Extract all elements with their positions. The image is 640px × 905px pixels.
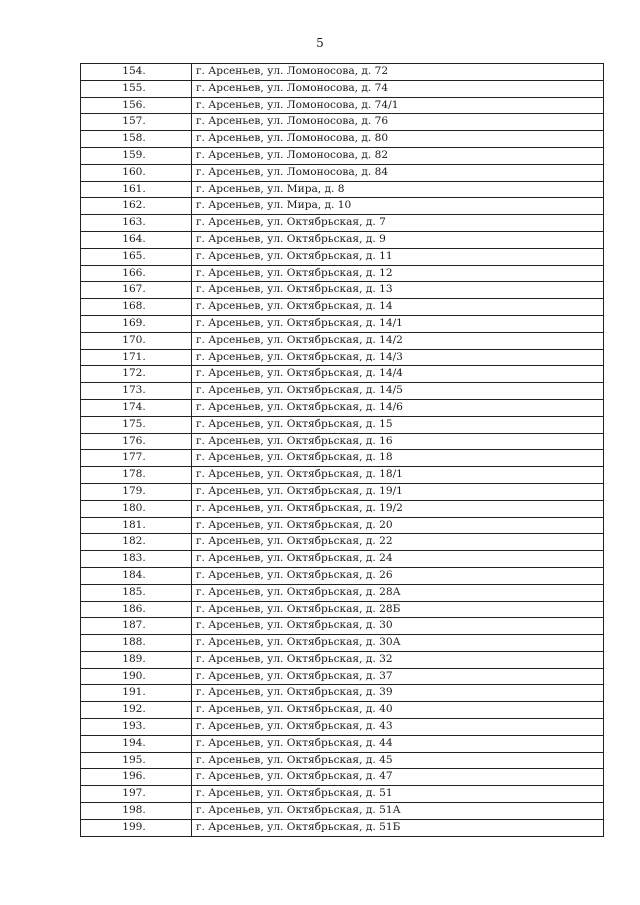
row-address: г. Арсеньев, ул. Ломоносова, д. 82: [192, 147, 604, 164]
row-address: г. Арсеньев, ул. Октябрьская, д. 14/4: [192, 366, 604, 383]
row-address: г. Арсеньев, ул. Октябрьская, д. 14/3: [192, 349, 604, 366]
row-number: 197.: [81, 786, 192, 803]
row-number: 199.: [81, 819, 192, 836]
row-address: г. Арсеньев, ул. Октябрьская, д. 14: [192, 299, 604, 316]
row-number: 159.: [81, 147, 192, 164]
table-row: [81, 366, 604, 383]
row-address: г. Арсеньев, ул. Октябрьская, д. 28Б: [192, 601, 604, 618]
row-address: г. Арсеньев, ул. Ломоносова, д. 84: [192, 164, 604, 181]
row-address: г. Арсеньев, ул. Октябрьская, д. 16: [192, 433, 604, 450]
row-number: 170.: [81, 332, 192, 349]
row-address: г. Арсеньев, ул. Октябрьская, д. 14/5: [192, 383, 604, 400]
row-address: г. Арсеньев, ул. Октябрьская, д. 18: [192, 450, 604, 467]
table-row: [81, 114, 604, 131]
row-number: 176.: [81, 433, 192, 450]
table-row: [81, 786, 604, 803]
row-number: 196.: [81, 769, 192, 786]
row-number: 168.: [81, 299, 192, 316]
row-number: 195.: [81, 752, 192, 769]
table-row: [81, 181, 604, 198]
row-address: г. Арсеньев, ул. Октябрьская, д. 12: [192, 265, 604, 282]
table-row: [81, 719, 604, 736]
table-row: [81, 80, 604, 97]
table-row: [81, 601, 604, 618]
row-address: г. Арсеньев, ул. Октябрьская, д. 39: [192, 685, 604, 702]
table-row: [81, 584, 604, 601]
row-address: г. Арсеньев, ул. Октябрьская, д. 51Б: [192, 819, 604, 836]
table-row: [81, 551, 604, 568]
row-number: 184.: [81, 567, 192, 584]
row-number: 156.: [81, 97, 192, 114]
table-row: [81, 618, 604, 635]
row-address: г. Арсеньев, ул. Октябрьская, д. 51: [192, 786, 604, 803]
row-number: 155.: [81, 80, 192, 97]
table-row: [81, 752, 604, 769]
row-number: 182.: [81, 534, 192, 551]
table-row: [81, 702, 604, 719]
row-address: г. Арсеньев, ул. Октябрьская, д. 11: [192, 248, 604, 265]
row-number: 179.: [81, 483, 192, 500]
row-number: 187.: [81, 618, 192, 635]
row-number: 160.: [81, 164, 192, 181]
row-number: 165.: [81, 248, 192, 265]
row-number: 169.: [81, 315, 192, 332]
row-address: г. Арсеньев, ул. Мира, д. 10: [192, 198, 604, 215]
row-number: 163.: [81, 215, 192, 232]
row-number: 193.: [81, 719, 192, 736]
row-address: г. Арсеньев, ул. Октябрьская, д. 45: [192, 752, 604, 769]
row-number: 172.: [81, 366, 192, 383]
row-number: 183.: [81, 551, 192, 568]
table-row: [81, 668, 604, 685]
table-row: [81, 416, 604, 433]
row-address: г. Арсеньев, ул. Октябрьская, д. 37: [192, 668, 604, 685]
row-address: г. Арсеньев, ул. Октябрьская, д. 9: [192, 231, 604, 248]
row-address: г. Арсеньев, ул. Октябрьская, д. 26: [192, 567, 604, 584]
row-address: г. Арсеньев, ул. Октябрьская, д. 44: [192, 735, 604, 752]
row-address: г. Арсеньев, ул. Октябрьская, д. 15: [192, 416, 604, 433]
table-row: [81, 198, 604, 215]
table-row: [81, 651, 604, 668]
row-number: 166.: [81, 265, 192, 282]
table-row: [81, 467, 604, 484]
table-row: [81, 567, 604, 584]
row-number: 188.: [81, 635, 192, 652]
row-number: 189.: [81, 651, 192, 668]
row-number: 191.: [81, 685, 192, 702]
table-row: [81, 803, 604, 820]
row-address: г. Арсеньев, ул. Октябрьская, д. 22: [192, 534, 604, 551]
table-row: [81, 299, 604, 316]
table-row: [81, 131, 604, 148]
row-number: 167.: [81, 282, 192, 299]
table-row: [81, 164, 604, 181]
row-number: 162.: [81, 198, 192, 215]
table-row: [81, 635, 604, 652]
row-number: 158.: [81, 131, 192, 148]
row-address: г. Арсеньев, ул. Октябрьская, д. 30А: [192, 635, 604, 652]
table-row: [81, 349, 604, 366]
row-address: г. Арсеньев, ул. Октябрьская, д. 19/1: [192, 483, 604, 500]
row-number: 186.: [81, 601, 192, 618]
row-number: 164.: [81, 231, 192, 248]
row-number: 173.: [81, 383, 192, 400]
row-number: 192.: [81, 702, 192, 719]
row-number: 180.: [81, 500, 192, 517]
table-row: [81, 265, 604, 282]
row-address: г. Арсеньев, ул. Октябрьская, д. 14/6: [192, 399, 604, 416]
row-number: 171.: [81, 349, 192, 366]
table-row: [81, 735, 604, 752]
table-row: [81, 819, 604, 836]
table-row: [81, 248, 604, 265]
row-address: г. Арсеньев, ул. Ломоносова, д. 80: [192, 131, 604, 148]
table-row: [81, 282, 604, 299]
row-number: 181.: [81, 517, 192, 534]
table-row: [81, 383, 604, 400]
address-table: [80, 63, 604, 837]
table-row: [81, 231, 604, 248]
row-address: г. Арсеньев, ул. Мира, д. 8: [192, 181, 604, 198]
table-row: [81, 483, 604, 500]
page-number: 5: [316, 36, 324, 50]
row-address: г. Арсеньев, ул. Октябрьская, д. 40: [192, 702, 604, 719]
row-address: г. Арсеньев, ул. Октябрьская, д. 20: [192, 517, 604, 534]
row-address: г. Арсеньев, ул. Ломоносова, д. 76: [192, 114, 604, 131]
table-row: [81, 500, 604, 517]
row-address: г. Арсеньев, ул. Октябрьская, д. 19/2: [192, 500, 604, 517]
row-number: 161.: [81, 181, 192, 198]
row-address: г. Арсеньев, ул. Октябрьская, д. 30: [192, 618, 604, 635]
row-number: 178.: [81, 467, 192, 484]
row-address: г. Арсеньев, ул. Октябрьская, д. 24: [192, 551, 604, 568]
row-address: г. Арсеньев, ул. Октябрьская, д. 28А: [192, 584, 604, 601]
row-address: г. Арсеньев, ул. Ломоносова, д. 72: [192, 64, 604, 81]
row-address: г. Арсеньев, ул. Октябрьская, д. 14/1: [192, 315, 604, 332]
row-address: г. Арсеньев, ул. Октябрьская, д. 13: [192, 282, 604, 299]
row-address: г. Арсеньев, ул. Октябрьская, д. 43: [192, 719, 604, 736]
table-row: [81, 332, 604, 349]
row-number: 154.: [81, 64, 192, 81]
row-number: 198.: [81, 803, 192, 820]
row-address: г. Арсеньев, ул. Октябрьская, д. 18/1: [192, 467, 604, 484]
row-number: 174.: [81, 399, 192, 416]
row-address: г. Арсеньев, ул. Октябрьская, д. 32: [192, 651, 604, 668]
row-address: г. Арсеньев, ул. Октябрьская, д. 51А: [192, 803, 604, 820]
table-row: [81, 399, 604, 416]
row-number: 190.: [81, 668, 192, 685]
table-row: [81, 315, 604, 332]
table-row: [81, 517, 604, 534]
row-number: 175.: [81, 416, 192, 433]
table-row: [81, 215, 604, 232]
address-table-body: [81, 64, 604, 837]
table-row: [81, 450, 604, 467]
table-row: [81, 64, 604, 81]
row-number: 194.: [81, 735, 192, 752]
row-number: 185.: [81, 584, 192, 601]
table-row: [81, 534, 604, 551]
table-row: [81, 433, 604, 450]
row-address: г. Арсеньев, ул. Октябрьская, д. 14/2: [192, 332, 604, 349]
table-row: [81, 97, 604, 114]
row-number: 157.: [81, 114, 192, 131]
row-address: г. Арсеньев, ул. Октябрьская, д. 7: [192, 215, 604, 232]
row-address: г. Арсеньев, ул. Ломоносова, д. 74: [192, 80, 604, 97]
table-row: [81, 685, 604, 702]
table-row: [81, 147, 604, 164]
table-row: [81, 769, 604, 786]
row-number: 177.: [81, 450, 192, 467]
row-address: г. Арсеньев, ул. Октябрьская, д. 47: [192, 769, 604, 786]
row-address: г. Арсеньев, ул. Ломоносова, д. 74/1: [192, 97, 604, 114]
